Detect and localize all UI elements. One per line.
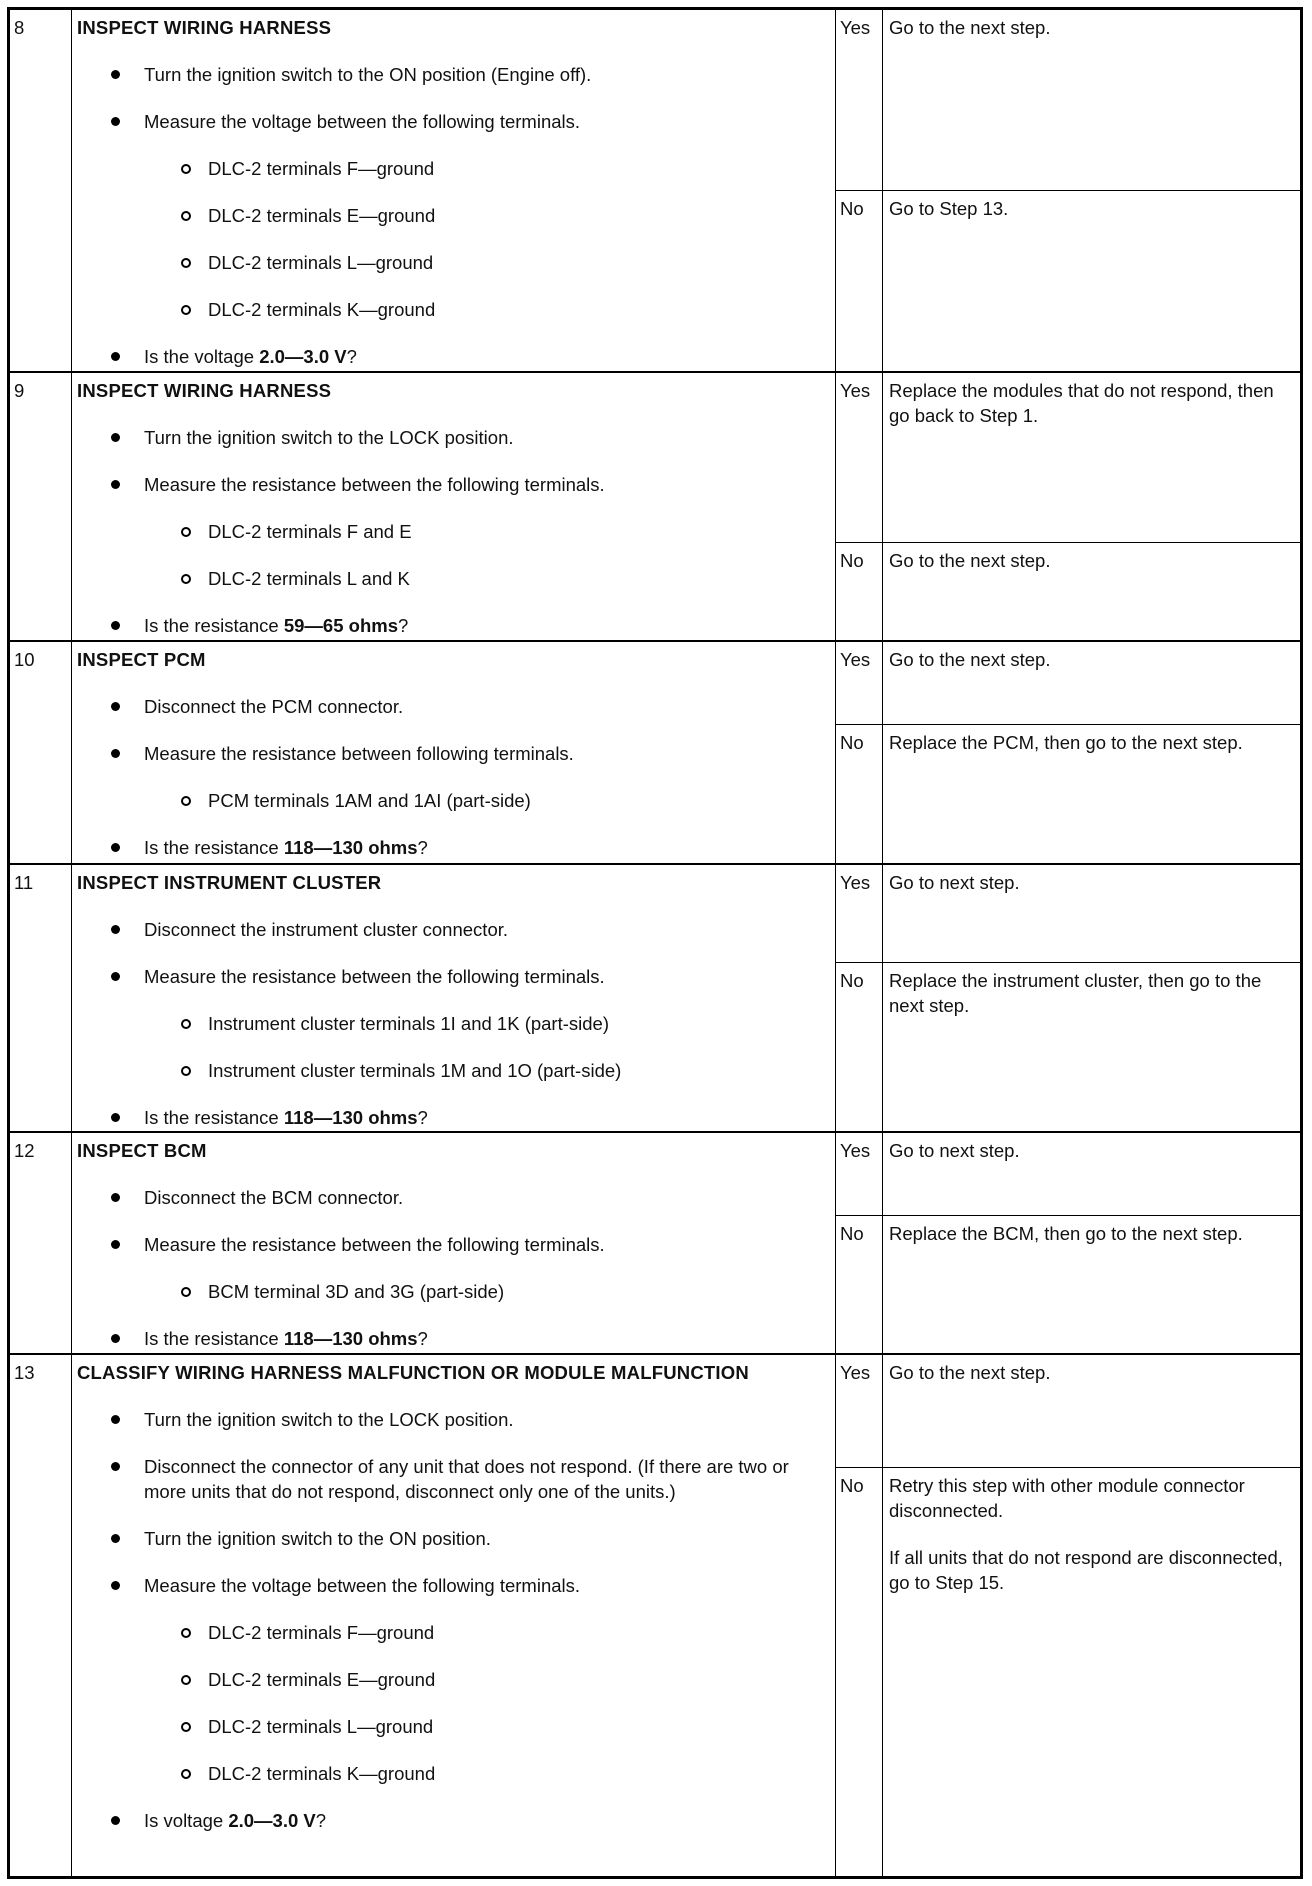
action-text: Retry this step with other module connector disconnected. <box>889 1475 1245 1521</box>
diagnostic-procedure-table <box>7 7 1303 1879</box>
item-spec-value: 118—130 ohms <box>283 837 418 858</box>
action-text: Go to the next step. <box>889 17 1051 38</box>
yes-action <box>883 373 1300 450</box>
result-no <box>836 1467 1300 1878</box>
item-text: DLC-2 terminals F and E <box>208 521 412 542</box>
bullet-item <box>77 62 825 87</box>
bullet-item <box>77 1185 825 1210</box>
item-text: Is the resistance <box>144 1328 284 1349</box>
action-text: Replace the modules that do not respond, then go back to Step 1. <box>889 380 1274 426</box>
yes-action <box>883 642 1300 694</box>
sub-bullet-item <box>77 1279 825 1304</box>
item-text: DLC-2 terminals L—ground <box>208 252 434 273</box>
item-text: PCM terminals 1AM and 1AI (part-side) <box>208 790 531 811</box>
bullet-item <box>77 1326 825 1351</box>
item-text: Instrument cluster terminals 1I and 1K (part-side) <box>208 1013 609 1034</box>
result-yes <box>836 10 1300 190</box>
no-action <box>883 191 1300 243</box>
bullet-item <box>77 472 825 497</box>
item-text: Measure the resistance between following terminals. <box>144 743 574 764</box>
bullet-item <box>77 694 825 719</box>
item-text: Disconnect the connector of any unit that does not respond. (If there are two or more units that do not respond, disconnect only one of the units.) <box>144 1456 789 1502</box>
item-suffix: ? <box>417 1107 428 1128</box>
item-spec-value: 2.0—3.0 V <box>228 1810 316 1831</box>
step-row-13 <box>10 1353 1300 1876</box>
action-text: Replace the PCM, then go to the next step. <box>889 732 1243 753</box>
step-row-10 <box>10 640 1300 863</box>
result-yes <box>836 1355 1300 1467</box>
action-text: Replace the BCM, then go to the next step. <box>889 1223 1243 1244</box>
step-instructions <box>72 10 836 371</box>
action-text: Go to next step. <box>889 872 1020 893</box>
sub-bullet-item <box>77 1761 825 1786</box>
action-text: Go to next step. <box>889 1140 1020 1161</box>
item-spec-value: 2.0—3.0 V <box>259 346 347 367</box>
bullet-item <box>77 1454 825 1504</box>
no-label: No <box>836 963 883 1133</box>
item-suffix: ? <box>346 346 357 367</box>
step-row-12 <box>10 1131 1300 1353</box>
result-yes <box>836 642 1300 724</box>
item-text: Disconnect the instrument cluster connector. <box>144 919 509 940</box>
item-suffix: ? <box>397 615 409 636</box>
item-text: Is the resistance <box>144 1107 284 1128</box>
result-no <box>836 962 1300 1133</box>
no-action <box>883 543 1300 595</box>
item-text: Is the voltage <box>144 346 260 367</box>
no-label: No <box>836 191 883 371</box>
step-instructions <box>72 642 836 863</box>
step-instructions <box>72 865 836 1131</box>
item-text: DLC-2 terminals E—ground <box>208 205 436 226</box>
item-text: Turn the ignition switch to the ON position (Engine off). <box>144 64 592 85</box>
item-text: DLC-2 terminals K—ground <box>208 1763 436 1784</box>
action-text: Go to the next step. <box>889 649 1051 670</box>
item-text: Is the resistance <box>144 615 284 636</box>
step-number: 13 <box>10 1355 72 1876</box>
sub-bullet-item <box>77 1714 825 1739</box>
bullet-item <box>77 917 825 942</box>
bullet-item <box>77 1105 825 1130</box>
item-text: Turn the ignition switch to the LOCK position. <box>144 1409 514 1430</box>
bullet-item <box>77 1232 825 1257</box>
no-label: No <box>836 1468 883 1878</box>
sub-bullet-item <box>77 1011 825 1036</box>
bullet-item <box>77 613 825 638</box>
sub-bullet-item <box>77 788 825 813</box>
step-title: INSPECT WIRING HARNESS <box>77 380 332 401</box>
result-yes <box>836 1133 1300 1215</box>
no-action <box>883 963 1300 1040</box>
bullet-item <box>77 741 825 766</box>
yes-action <box>883 1355 1300 1407</box>
bullet-item <box>77 835 825 860</box>
bullet-item <box>77 1573 825 1598</box>
step-instructions <box>72 1133 836 1353</box>
action-text: Go to the next step. <box>889 1362 1051 1383</box>
item-suffix: ? <box>315 1810 327 1831</box>
result-no <box>836 542 1300 642</box>
yes-action <box>883 1133 1300 1185</box>
step-instructions <box>72 1355 836 1876</box>
item-text: DLC-2 terminals F—ground <box>208 158 435 179</box>
item-spec-value: 118—130 ohms <box>283 1328 418 1349</box>
step-number: 10 <box>10 642 72 863</box>
no-action <box>883 1468 1300 1617</box>
item-text: DLC-2 terminals L—ground <box>208 1716 434 1737</box>
sub-bullet-item <box>77 297 825 322</box>
item-text: DLC-2 terminals F—ground <box>208 1622 435 1643</box>
sub-bullet-item <box>77 1620 825 1645</box>
step-row-9 <box>10 371 1300 640</box>
no-action <box>883 1216 1300 1268</box>
action-text: Go to the next step. <box>889 550 1051 571</box>
item-text: Turn the ignition switch to the LOCK position. <box>144 427 514 448</box>
step-title: INSPECT INSTRUMENT CLUSTER <box>77 872 382 893</box>
step-title: INSPECT WIRING HARNESS <box>77 17 332 38</box>
step-row-11 <box>10 863 1300 1131</box>
item-suffix: ? <box>417 1328 428 1349</box>
action-text: Go to Step 13. <box>889 198 1009 219</box>
no-label: No <box>836 1216 883 1355</box>
item-text: Disconnect the PCM connector. <box>144 696 404 717</box>
step-title: INSPECT BCM <box>77 1140 207 1161</box>
sub-bullet-item <box>77 203 825 228</box>
step-number: 11 <box>10 865 72 1131</box>
step-number: 8 <box>10 10 72 371</box>
result-yes <box>836 865 1300 962</box>
item-text: Measure the resistance between the following terminals. <box>144 966 605 987</box>
step-title: CLASSIFY WIRING HARNESS MALFUNCTION OR MODULE MALFUNCTION <box>77 1362 749 1383</box>
sub-bullet-item <box>77 250 825 275</box>
item-suffix: ? <box>417 837 428 858</box>
bullet-item <box>77 425 825 450</box>
yes-label: Yes <box>836 865 883 962</box>
item-spec-value: 118—130 ohms <box>283 1107 418 1128</box>
yes-label: Yes <box>836 642 883 724</box>
no-label: No <box>836 725 883 865</box>
yes-label: Yes <box>836 373 883 542</box>
yes-label: Yes <box>836 1133 883 1215</box>
item-text: Measure the voltage between the following terminals. <box>144 1575 581 1596</box>
sub-bullet-item <box>77 1667 825 1692</box>
step-instructions <box>72 373 836 640</box>
item-text: Instrument cluster terminals 1M and 1O (part-side) <box>208 1060 622 1081</box>
sub-bullet-item <box>77 566 825 591</box>
item-text: Measure the voltage between the following terminals. <box>144 111 581 132</box>
item-text: Turn the ignition switch to the ON position. <box>144 1528 491 1549</box>
step-number: 12 <box>10 1133 72 1353</box>
item-text: Measure the resistance between the following terminals. <box>144 1234 605 1255</box>
item-text: DLC-2 terminals K—ground <box>208 299 436 320</box>
item-spec-value: 59—65 ohms <box>283 615 398 636</box>
item-text: DLC-2 terminals L and K <box>208 568 410 589</box>
yes-action <box>883 865 1300 917</box>
result-no <box>836 190 1300 371</box>
bullet-item <box>77 1407 825 1432</box>
item-text: Is the resistance <box>144 837 284 858</box>
item-text: Measure the resistance between the following terminals. <box>144 474 605 495</box>
bullet-item <box>77 1808 825 1833</box>
yes-label: Yes <box>836 10 883 190</box>
sub-bullet-item <box>77 519 825 544</box>
no-action <box>883 725 1300 777</box>
item-text: Disconnect the BCM connector. <box>144 1187 404 1208</box>
bullet-item <box>77 964 825 989</box>
bullet-item <box>77 344 825 369</box>
result-yes <box>836 373 1300 542</box>
yes-label: Yes <box>836 1355 883 1467</box>
item-text: DLC-2 terminals E—ground <box>208 1669 436 1690</box>
step-row-8 <box>10 10 1300 371</box>
sub-bullet-item <box>77 1058 825 1083</box>
yes-action <box>883 10 1300 62</box>
action-text: Replace the instrument cluster, then go to the next step. <box>889 970 1262 1016</box>
result-no <box>836 1215 1300 1355</box>
bullet-item <box>77 1526 825 1551</box>
step-number: 9 <box>10 373 72 640</box>
item-text: BCM terminal 3D and 3G (part-side) <box>208 1281 505 1302</box>
result-no <box>836 724 1300 865</box>
action-text: If all units that do not respond are disconnected, go to Step 15. <box>889 1547 1283 1593</box>
bullet-item <box>77 109 825 134</box>
item-text: Is voltage <box>144 1810 229 1831</box>
no-label: No <box>836 543 883 642</box>
sub-bullet-item <box>77 156 825 181</box>
step-title: INSPECT PCM <box>77 649 206 670</box>
